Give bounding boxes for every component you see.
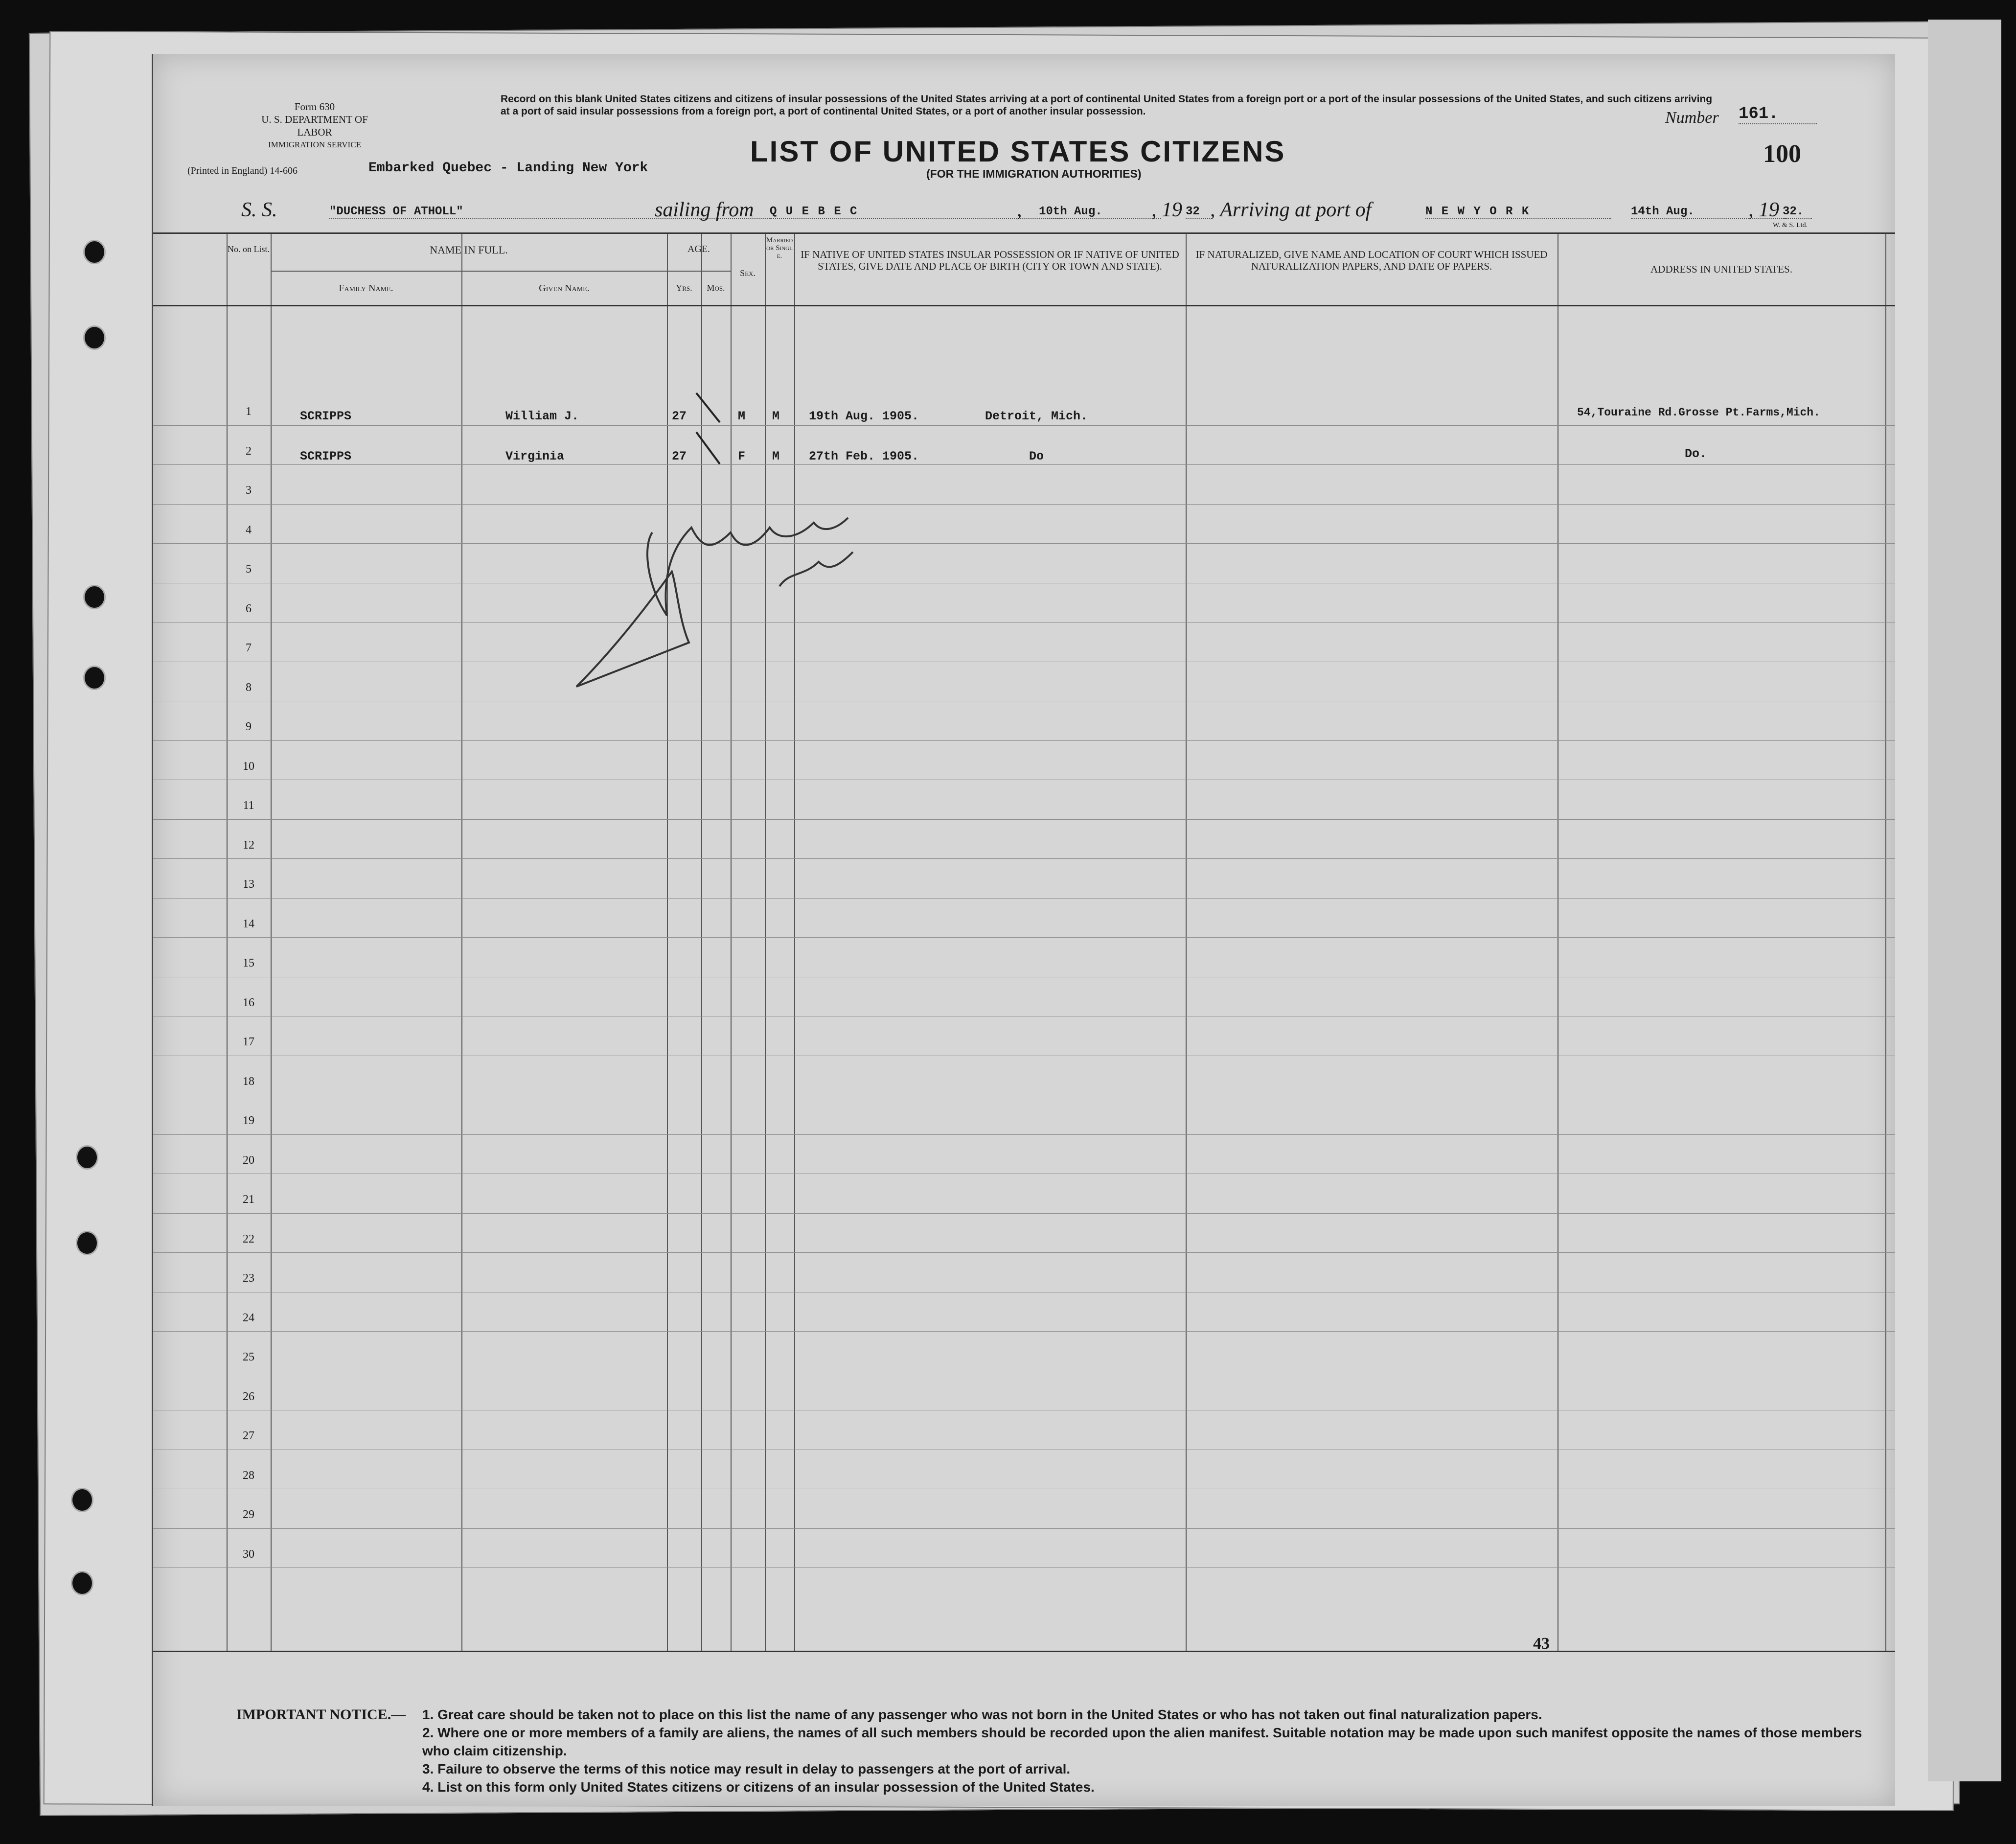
row2-family: SCRIPPS (300, 449, 352, 463)
sheet-stamp: 100 (1763, 140, 1801, 168)
punch-hole (83, 585, 106, 609)
row1-family: SCRIPPS (300, 409, 352, 423)
row-number: 2 (246, 444, 252, 458)
page-mark: 43 (1533, 1635, 1550, 1653)
row-number: 16 (243, 996, 254, 1009)
punch-hole (83, 240, 106, 264)
row1-address: 54,Touraine Rd.Grosse Pt.Farms,Mich. (1577, 406, 1820, 419)
row-number: 20 (243, 1153, 254, 1167)
department: U. S. DEPARTMENT OF LABOR (261, 114, 368, 138)
col-age: AGE. (687, 244, 710, 254)
punch-hole (76, 1145, 98, 1170)
page-subtitle: (FOR THE IMMIGRATION AUTHORITIES) (926, 167, 1142, 180)
number-value: 161. (1739, 105, 1817, 124)
notice-item: 2. Where one or more members of a family are aliens, the names of all such members should be recorded upon the alien manifest. Suitable notation may be made upon such manifest opposite the names of those members who claim citizenship. (422, 1725, 1862, 1758)
tick-mark (696, 393, 720, 422)
signature-time (779, 552, 853, 586)
passenger-table (153, 232, 1895, 1652)
row2-marital: M (772, 449, 780, 463)
col-yrs: Yrs. (676, 283, 692, 293)
service: IMMIGRATION SERVICE (268, 140, 361, 149)
year-prefix: , 19 (1748, 199, 1779, 221)
printer-mark: W. & S. Ltd. (1773, 222, 1808, 229)
sailing-label: sailing from (655, 199, 754, 221)
col-given-name: Given Name. (539, 283, 590, 294)
row2-birth-place: Do (1029, 449, 1044, 463)
row-number: 26 (243, 1390, 254, 1403)
number-label: Number (1665, 109, 1719, 127)
col-address: ADDRESS IN UNITED STATES. (1650, 263, 1792, 275)
notice-item: 3. Failure to observe the terms of this notice may result in delay to passengers at the port of arrival. (422, 1761, 1071, 1776)
signature-arrow (576, 572, 689, 687)
row-number: 19 (243, 1114, 254, 1127)
row-number: 18 (243, 1075, 254, 1088)
row2-birth-date: 27th Feb. 1905. (809, 449, 919, 463)
row1-yrs: 27 (672, 409, 687, 423)
printed-note: (Printed in England) 14-606 (187, 165, 298, 176)
col-family-name: Family Name. (339, 283, 393, 294)
punch-hole (83, 666, 106, 690)
row-number: 22 (243, 1232, 254, 1245)
row-number: 11 (243, 799, 254, 812)
departure-year: 32 (1186, 205, 1210, 219)
form-id (251, 100, 378, 151)
row-number: 9 (246, 720, 252, 733)
row1-birth-place: Detroit, Mich. (985, 409, 1088, 423)
row-number: 14 (243, 917, 254, 930)
row2-given: Virginia (505, 449, 565, 463)
arrival-year: 32. (1783, 205, 1812, 219)
record-instructions: Record on this blank United States citizens and citizens of insular possessions of the United States arriving at a port of continental United States from a foreign port or a port of the insular possessions of the United States, and such citizens arriving at a port of said insular possessions from a foreign port, a port of continental United States, or a port of another insular possession. (501, 93, 1713, 117)
row-number: 28 (243, 1469, 254, 1482)
punch-hole (71, 1571, 93, 1595)
page-title: LIST OF UNITED STATES CITIZENS (750, 135, 1286, 168)
year-prefix: , 19 (1151, 199, 1182, 221)
punch-hole (76, 1231, 98, 1255)
row-number: 10 (243, 760, 254, 773)
row-number: 21 (243, 1193, 254, 1206)
background-sheet-edge (1928, 20, 2001, 1781)
arrival-port: N E W Y O R K (1425, 205, 1611, 219)
row-number: 15 (243, 957, 254, 969)
notice-item: 1. Great care should be taken not to place on this list the name of any passenger who was not born in the United States or who has not taken out final naturalization papers. (422, 1707, 1542, 1722)
row-number: 13 (243, 878, 254, 891)
ss-label: S. S. (241, 199, 277, 221)
row1-birth-date: 19th Aug. 1905. (809, 409, 919, 423)
ship-name: "DUCHESS OF ATHOLL" (329, 205, 770, 219)
departure-port: Q U E B E C (770, 205, 1063, 219)
row-number: 8 (246, 681, 252, 694)
row-number: 7 (246, 642, 252, 654)
row1-marital: M (772, 409, 780, 423)
row-number: 24 (243, 1311, 254, 1324)
col-mos: Mos. (707, 283, 725, 293)
row-number: 25 (243, 1351, 254, 1363)
row-number: 29 (243, 1508, 254, 1521)
row-number: 4 (246, 523, 252, 536)
row-number: 12 (243, 838, 254, 852)
manifest-form (152, 54, 1895, 1806)
row2-sex: F (738, 449, 746, 463)
departure-date: 10th Aug. (1039, 205, 1161, 219)
handwritten-annotations (153, 234, 1895, 1651)
row1-given: William J. (505, 409, 579, 423)
row-number: 5 (246, 563, 252, 576)
voyage-line (153, 198, 1895, 228)
punch-hole (71, 1488, 93, 1512)
row-number: 3 (246, 484, 252, 497)
row2-yrs: 27 (672, 449, 687, 463)
notice-item: 4. List on this form only United States citizens or citizens of an insular possession of the United States. (422, 1779, 1095, 1795)
notice-label: IMPORTANT NOTICE.— (236, 1706, 406, 1723)
punch-hole (83, 325, 106, 350)
row-number: 1 (246, 405, 252, 418)
col-naturalized: IF NATURALIZED, GIVE NAME AND LOCATION OF COURT WHICH ISSUED NATURALIZATION PAPERS, AND DATE OF PAPERS. (1195, 249, 1548, 272)
embarked-note: Embarked Quebec - Landing New York (368, 161, 648, 176)
row2-address: Do. (1685, 447, 1707, 461)
col-sex: Sex. (740, 268, 756, 278)
col-native-birth: IF NATIVE OF UNITED STATES INSULAR POSSESSION OR IF NATIVE OF UNITED STATES, GIVE DATE AND PLACE OF BIRTH (CITY OR TOWN AND STATE). (801, 249, 1179, 272)
col-married-single: Married or Single. (766, 236, 793, 260)
tick-mark (696, 432, 720, 464)
arrival-date: 14th Aug. (1631, 205, 1787, 219)
row-number: 30 (243, 1547, 254, 1561)
form-number: Form 630 (294, 101, 335, 113)
row-number: 6 (246, 602, 252, 615)
row1-sex: M (738, 409, 746, 423)
arriving-label: , Arriving at port of (1210, 199, 1372, 221)
row-number: 23 (243, 1272, 254, 1285)
comma: , (1017, 199, 1022, 221)
col-name-in-full: NAME IN FULL. (430, 244, 508, 256)
col-no-on-list: No. on List. (227, 244, 270, 254)
row-number: 17 (243, 1036, 254, 1048)
row-number: 27 (243, 1429, 254, 1442)
